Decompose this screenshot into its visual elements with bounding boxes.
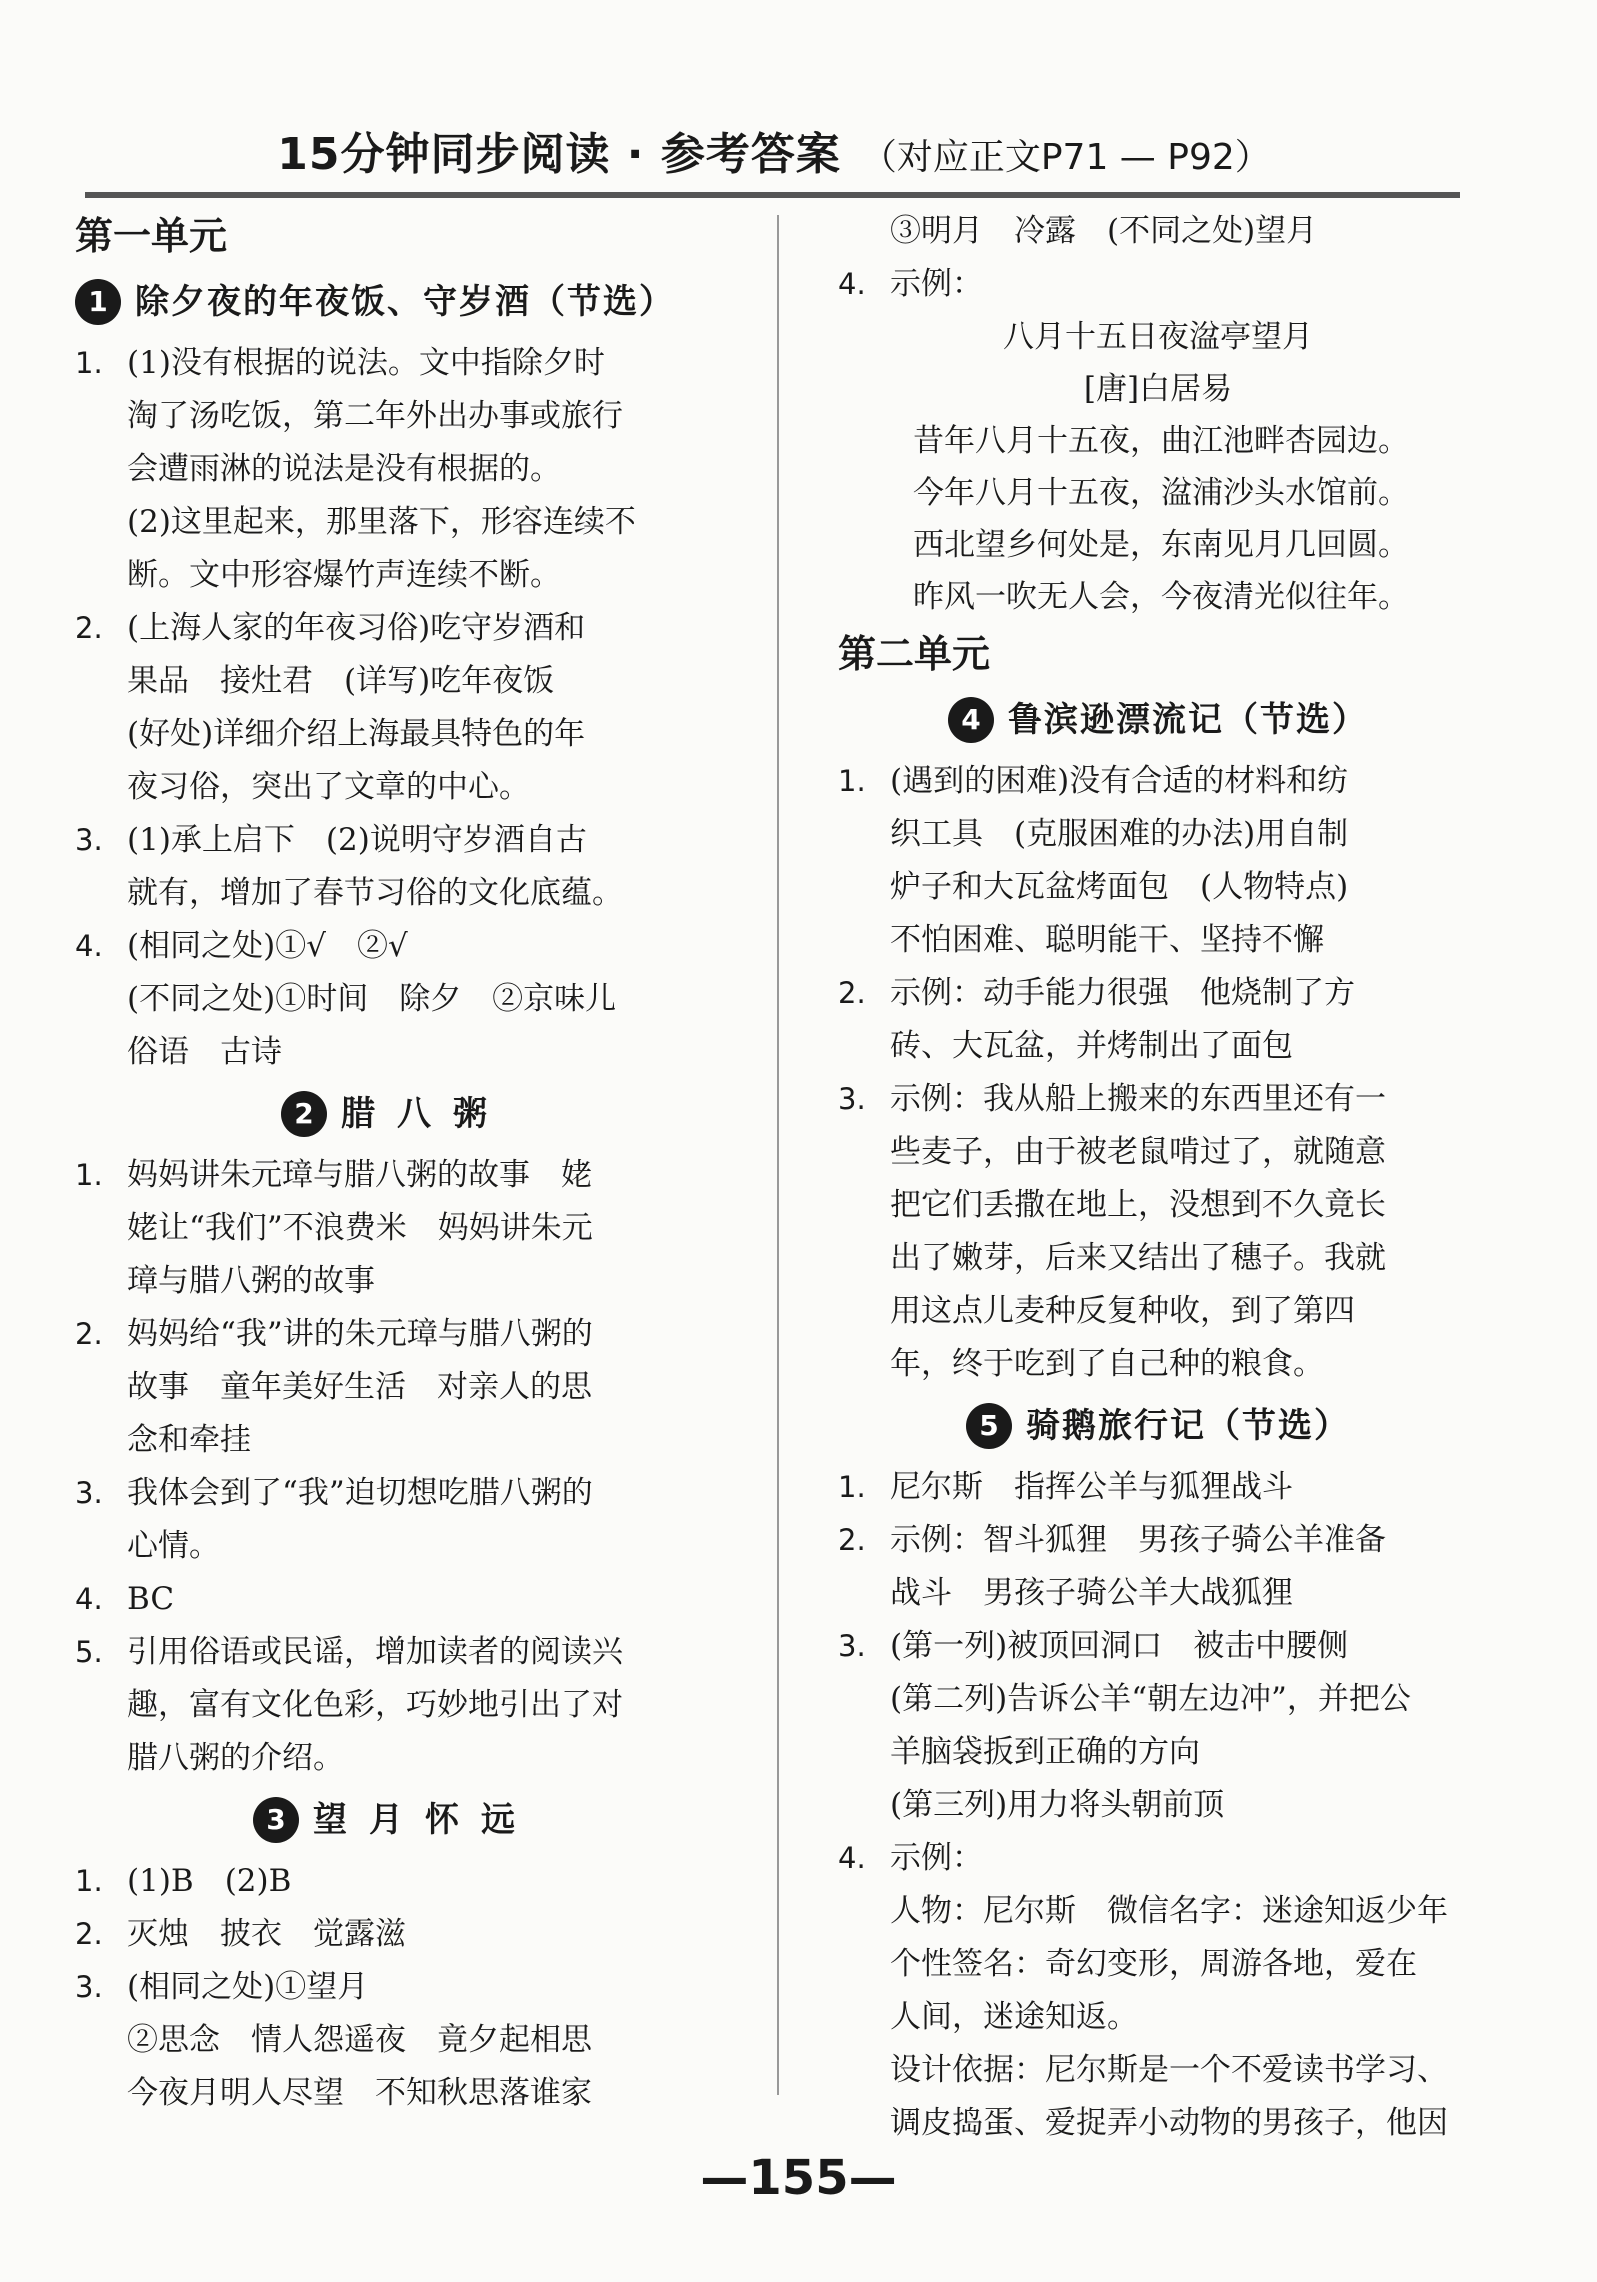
answer-item [838,1832,1478,2150]
answer-list [75,1855,715,2120]
page-header [88,118,1460,188]
answer-item [75,920,715,1079]
unit-heading: 第二单元 [838,632,991,676]
answer-item [75,1908,715,1961]
answer-item [75,1855,715,1908]
answer-line: ②思念 情人怨遥夜 竟夕起相思 [127,2022,592,2058]
answer-line: BC [127,1581,175,1617]
column-divider [777,215,779,2095]
answer-line: 引用俗语或民谣，增加读者的阅读兴 [127,1634,623,1670]
section-title: 骑鹅旅行记（节选） [1026,1406,1350,1446]
answer-number: 4. [75,929,103,963]
answer-line: (不同之处)①时间 除夕 ②京味儿 [127,981,617,1017]
answer-line: 淘了汤吃饭，第二年外出办事或旅行 [127,398,623,434]
section-title: 腊八粥 [341,1094,509,1134]
answer-line: (第二列)告诉公羊“朝左边冲”，并把公 [890,1681,1411,1717]
section-number-badge: 3 [253,1797,299,1843]
answer-line: (1)B (2)B [127,1863,292,1899]
answer-line: 砖、大瓦盆，并烤制出了面包 [890,1028,1293,1064]
answer-line: 示例： [890,1840,983,1876]
answer-line: 我体会到了“我”迫切想吃腊八粥的 [127,1475,593,1511]
answer-line: 心情。 [127,1528,220,1564]
answer-item [75,602,715,814]
answer-line: 炉子和大瓦盆烤面包 (人物特点) [890,869,1349,905]
section-title: 除夕夜的年夜饭、守岁酒（节选） [135,282,675,322]
answer-line: 织工具 (克服困难的办法)用自制 [890,816,1349,852]
section-heading [75,267,715,337]
answer-list [838,1461,1478,2150]
answer-number: 5. [75,1635,103,1669]
answer-line: 故事 童年美好生活 对亲人的思 [127,1369,592,1405]
answer-line: 断。文中形容爆竹声连续不断。 [127,557,561,593]
section-title: 望月怀远 [313,1800,537,1840]
answer-item [75,1626,715,1785]
answer-number: 1. [75,346,103,380]
answer-item [838,967,1478,1073]
answer-line: 调皮捣蛋、爱捉弄小动物的男孩子，他因 [890,2105,1448,2141]
answer-line: (相同之处)①望月 [127,1969,369,2005]
answer-line: (1)承上启下 (2)说明守岁酒自古 [127,822,587,858]
answer-line: 示例：动手能力很强 他烧制了方 [890,975,1355,1011]
section-heading [75,1079,715,1149]
section-number-badge: 5 [966,1403,1012,1449]
answer-number: 2. [75,611,103,645]
answer-line: 人物：尼尔斯 微信名字：迷途知返少年 [890,1893,1448,1929]
answer-number: 2. [838,976,866,1010]
answer-number: 1. [75,1864,103,1898]
answer-line: 示例：智斗狐狸 男孩子骑公羊准备 [890,1522,1386,1558]
answer-line: 尼尔斯 指挥公羊与狐狸战斗 [890,1469,1293,1505]
answer-list [838,755,1478,1391]
answer-item [75,337,715,602]
section-heading [838,685,1478,755]
answer-number: 3. [75,823,103,857]
answer-line: 俗语 古诗 [127,1034,282,1070]
answer-number: 2. [75,1917,103,1951]
answer-continuation [838,205,1478,258]
answer-line: 灭烛 披衣 觉露滋 [127,1916,406,1952]
answer-line: 今夜月明人尽望 不知秋思落谁家 [127,2075,592,2111]
answer-item [838,258,1478,311]
answer-line: (上海人家的年夜习俗)吃守岁酒和 [127,610,586,646]
left-column [75,205,715,2125]
answer-list [75,1149,715,1785]
answer-item [75,1573,715,1626]
section-number-badge: 1 [75,279,121,325]
section-heading [75,1785,715,1855]
answer-number: 3. [838,1082,866,1116]
answer-line: 年，终于吃到了自己种的粮食。 [890,1346,1324,1382]
answer-line: (第一列)被顶回洞口 被击中腰侧 [890,1628,1349,1664]
answer-number: 2. [838,1523,866,1557]
answer-line: 羊脑袋扳到正确的方向 [890,1734,1200,1770]
answer-line: 把它们丢撒在地上，没想到不久竟长 [890,1187,1386,1223]
example-poem [838,311,1478,623]
answer-line: 人间，迷途知返。 [890,1999,1138,2035]
answer-line: 些麦子，由于被老鼠啃过了，就随意 [890,1134,1386,1170]
poem-line: 昔年八月十五夜，曲江池畔杏园边。 [913,423,1409,459]
answer-line: (第三列)用力将头朝前顶 [890,1787,1225,1823]
answer-line: (遇到的困难)没有合适的材料和纺 [890,763,1349,799]
answer-item [838,1514,1478,1620]
answer-line: ③明月 冷露 (不同之处)望月 [890,213,1318,249]
answer-number: 1. [838,764,866,798]
page-title: 15分钟同步阅读 · 参考答案 [277,129,841,180]
answer-line: 战斗 男孩子骑公羊大战狐狸 [890,1575,1293,1611]
answer-line: 念和牵挂 [127,1422,251,1458]
answer-item [838,755,1478,967]
answer-item [838,1073,1478,1391]
answer-number: 1. [838,1470,866,1504]
poem-line: 今年八月十五夜，湓浦沙头水馆前。 [913,475,1409,511]
answer-item [838,1620,1478,1832]
right-column [838,205,1478,2141]
poem-line: 昨风一吹无人会，今夜清光似往年。 [913,579,1409,615]
answer-number: 2. [75,1317,103,1351]
answer-item [838,1461,1478,1514]
answer-line: (1)没有根据的说法。文中指除夕时 [127,345,605,381]
answer-item [75,1308,715,1467]
answer-line: 姥让“我们”不浪费米 妈妈讲朱元 [127,1210,593,1246]
unit-heading: 第一单元 [75,214,228,258]
answer-line: 果品 接灶君 (详写)吃年夜饭 [127,663,555,699]
page-subtitle: （对应正文P71 — P92） [860,137,1271,178]
section-number-badge: 4 [948,697,994,743]
poem-title: 八月十五日夜湓亭望月 [1003,319,1313,355]
page-number: —155— [700,2150,897,2206]
answer-number: 3. [75,1970,103,2004]
answer-line: (相同之处)①√ ②√ [127,928,408,964]
answer-line: 妈妈讲朱元璋与腊八粥的故事 姥 [127,1157,592,1193]
answer-number: 1. [75,1158,103,1192]
answer-number: 4. [838,267,866,301]
answer-item [75,1149,715,1308]
header-rule [85,192,1460,198]
answer-line: 就有，增加了春节习俗的文化底蕴。 [127,875,623,911]
answer-line: 不怕困难、聪明能干、坚持不懈 [890,922,1324,958]
answer-number: 3. [75,1476,103,1510]
answer-item [75,1961,715,2120]
answer-line: 会遭雨淋的说法是没有根据的。 [127,451,561,487]
answer-line: 出了嫩芽，后来又结出了穗子。我就 [890,1240,1386,1276]
answer-number: 3. [838,1629,866,1663]
section-number-badge: 2 [281,1091,327,1137]
section-heading [838,1391,1478,1461]
answer-number: 4. [838,1841,866,1875]
poem-line: 西北望乡何处是，东南见月几回圆。 [913,527,1409,563]
answer-line: 妈妈给“我”讲的朱元璋与腊八粥的 [127,1316,593,1352]
answer-line: 设计依据：尼尔斯是一个不爱读书学习、 [890,2052,1448,2088]
answer-number: 4. [75,1582,103,1616]
answer-line: 腊八粥的介绍。 [127,1740,344,1776]
poem-author: [唐]白居易 [1083,371,1233,407]
answer-line: 个性签名：奇幻变形，周游各地，爱在 [890,1946,1417,1982]
answer-item [75,1467,715,1573]
answer-item [75,814,715,920]
answer-line: 趣，富有文化色彩，巧妙地引出了对 [127,1687,623,1723]
answer-line: 夜习俗，突出了文章的中心。 [127,769,530,805]
answer-line: (2)这里起来，那里落下，形容连续不 [127,504,636,540]
answer-line: 璋与腊八粥的故事 [127,1263,375,1299]
answer-list [75,337,715,1079]
answer-line: (好处)详细介绍上海最具特色的年 [127,716,586,752]
answer-line: 用这点儿麦种反复种收，到了第四 [890,1293,1355,1329]
answer-line: 示例： [890,266,983,302]
answer-line: 示例：我从船上搬来的东西里还有一 [890,1081,1386,1117]
section-title: 鲁滨逊漂流记（节选） [1008,700,1368,740]
